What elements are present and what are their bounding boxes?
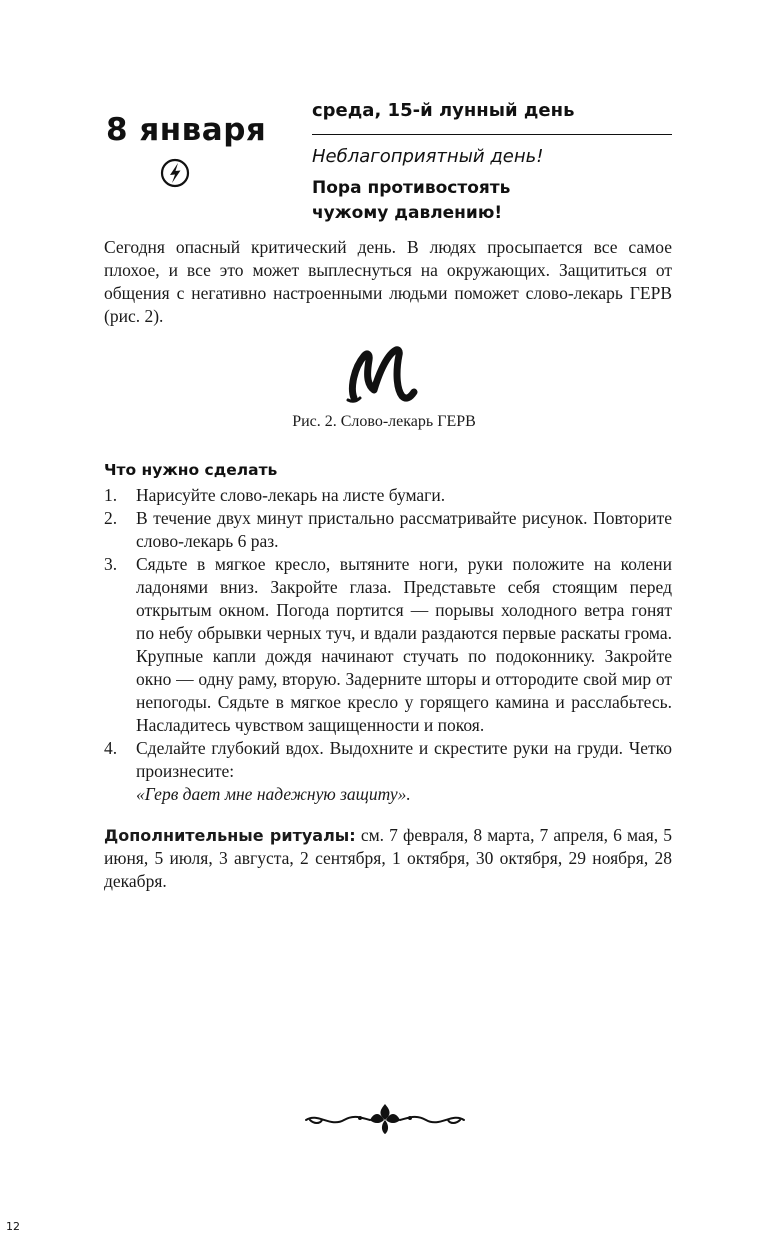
extra-rituals-label: Дополнительные ритуалы: [104,826,356,845]
list-item [104,484,672,507]
step-text: Нарисуйте слово-лекарь на листе бумаги. [136,485,446,505]
list-item [104,737,672,806]
step-quote: «Герв дает мне надежную защиту». [136,784,411,804]
step-number: 1. [104,485,118,505]
step-text: В течение двух минут пристально рассматривайте рисунок. Повторите слово-лекарь 6 раз. [136,508,672,551]
day-warning: Неблагоприятный день! [312,146,544,167]
header-divider [312,134,672,135]
day-motto-line2: чужому давлению! [312,203,503,223]
intro-paragraph: Сегодня опасный критический день. В людях просыпается все самое плохое, и все это может выплеснуться на окружающих. Защититься от общения с негативно настроенными людьми поможет слово-лекарь ГЕРВ (рис. 2). [104,237,672,326]
extra-rituals-text: см. 7 февраля, 8 марта, 7 апреля, 6 мая, 5 июня, 5 июля, 3 августа, 2 сентября, 1 октября, 30 октября, 29 ноября, 28 декабря. [104,825,673,891]
step-number: 4. [104,738,118,758]
figure-caption: Рис. 2. Слово-лекарь ГЕРВ [292,413,476,430]
ornament-divider-icon [300,1098,470,1138]
steps-list [104,484,672,806]
step-number: 2. [104,508,118,528]
step-text: Сядьте в мягкое кресло, вытяните ноги, руки положите на колени ладонями вниз. Закройте глаза. Представьте себя стоящим перед открытым окном. Погода портится — порывы холодного ветра гонят по небу обрывки черных туч, и вдали раздаются первые раскаты грома. Крупные капли дождя начинают стучать по подоконнику. Закройте окно — одну раму, вторую. Задерните шторы и оттородите свой мир от непогоды. Сядьте в мягкое кресло у горящего камина и расслабьтесь. Насладитесь чувством защищенности и покоя. [136,554,672,735]
step-number: 3. [104,554,118,574]
list-item [104,507,672,553]
page-number: 12 [6,1220,20,1233]
page-date-title: 8 января [106,112,267,148]
step-text-with-quote [136,737,672,806]
section-heading: Что нужно сделать [104,461,278,479]
step-text: Сделайте глубокий вдох. Выдохните и скрестите руки на груди. Четко произнесите: [136,738,672,781]
day-motto-line1: Пора противостоять [312,178,511,198]
rune-gerv-icon [340,340,430,410]
extra-rituals [104,824,672,893]
day-motto [312,176,592,226]
list-item [104,553,672,737]
weekday-lunar-day: среда, 15-й лунный день [312,100,575,121]
lightning-circle-icon [160,158,190,188]
